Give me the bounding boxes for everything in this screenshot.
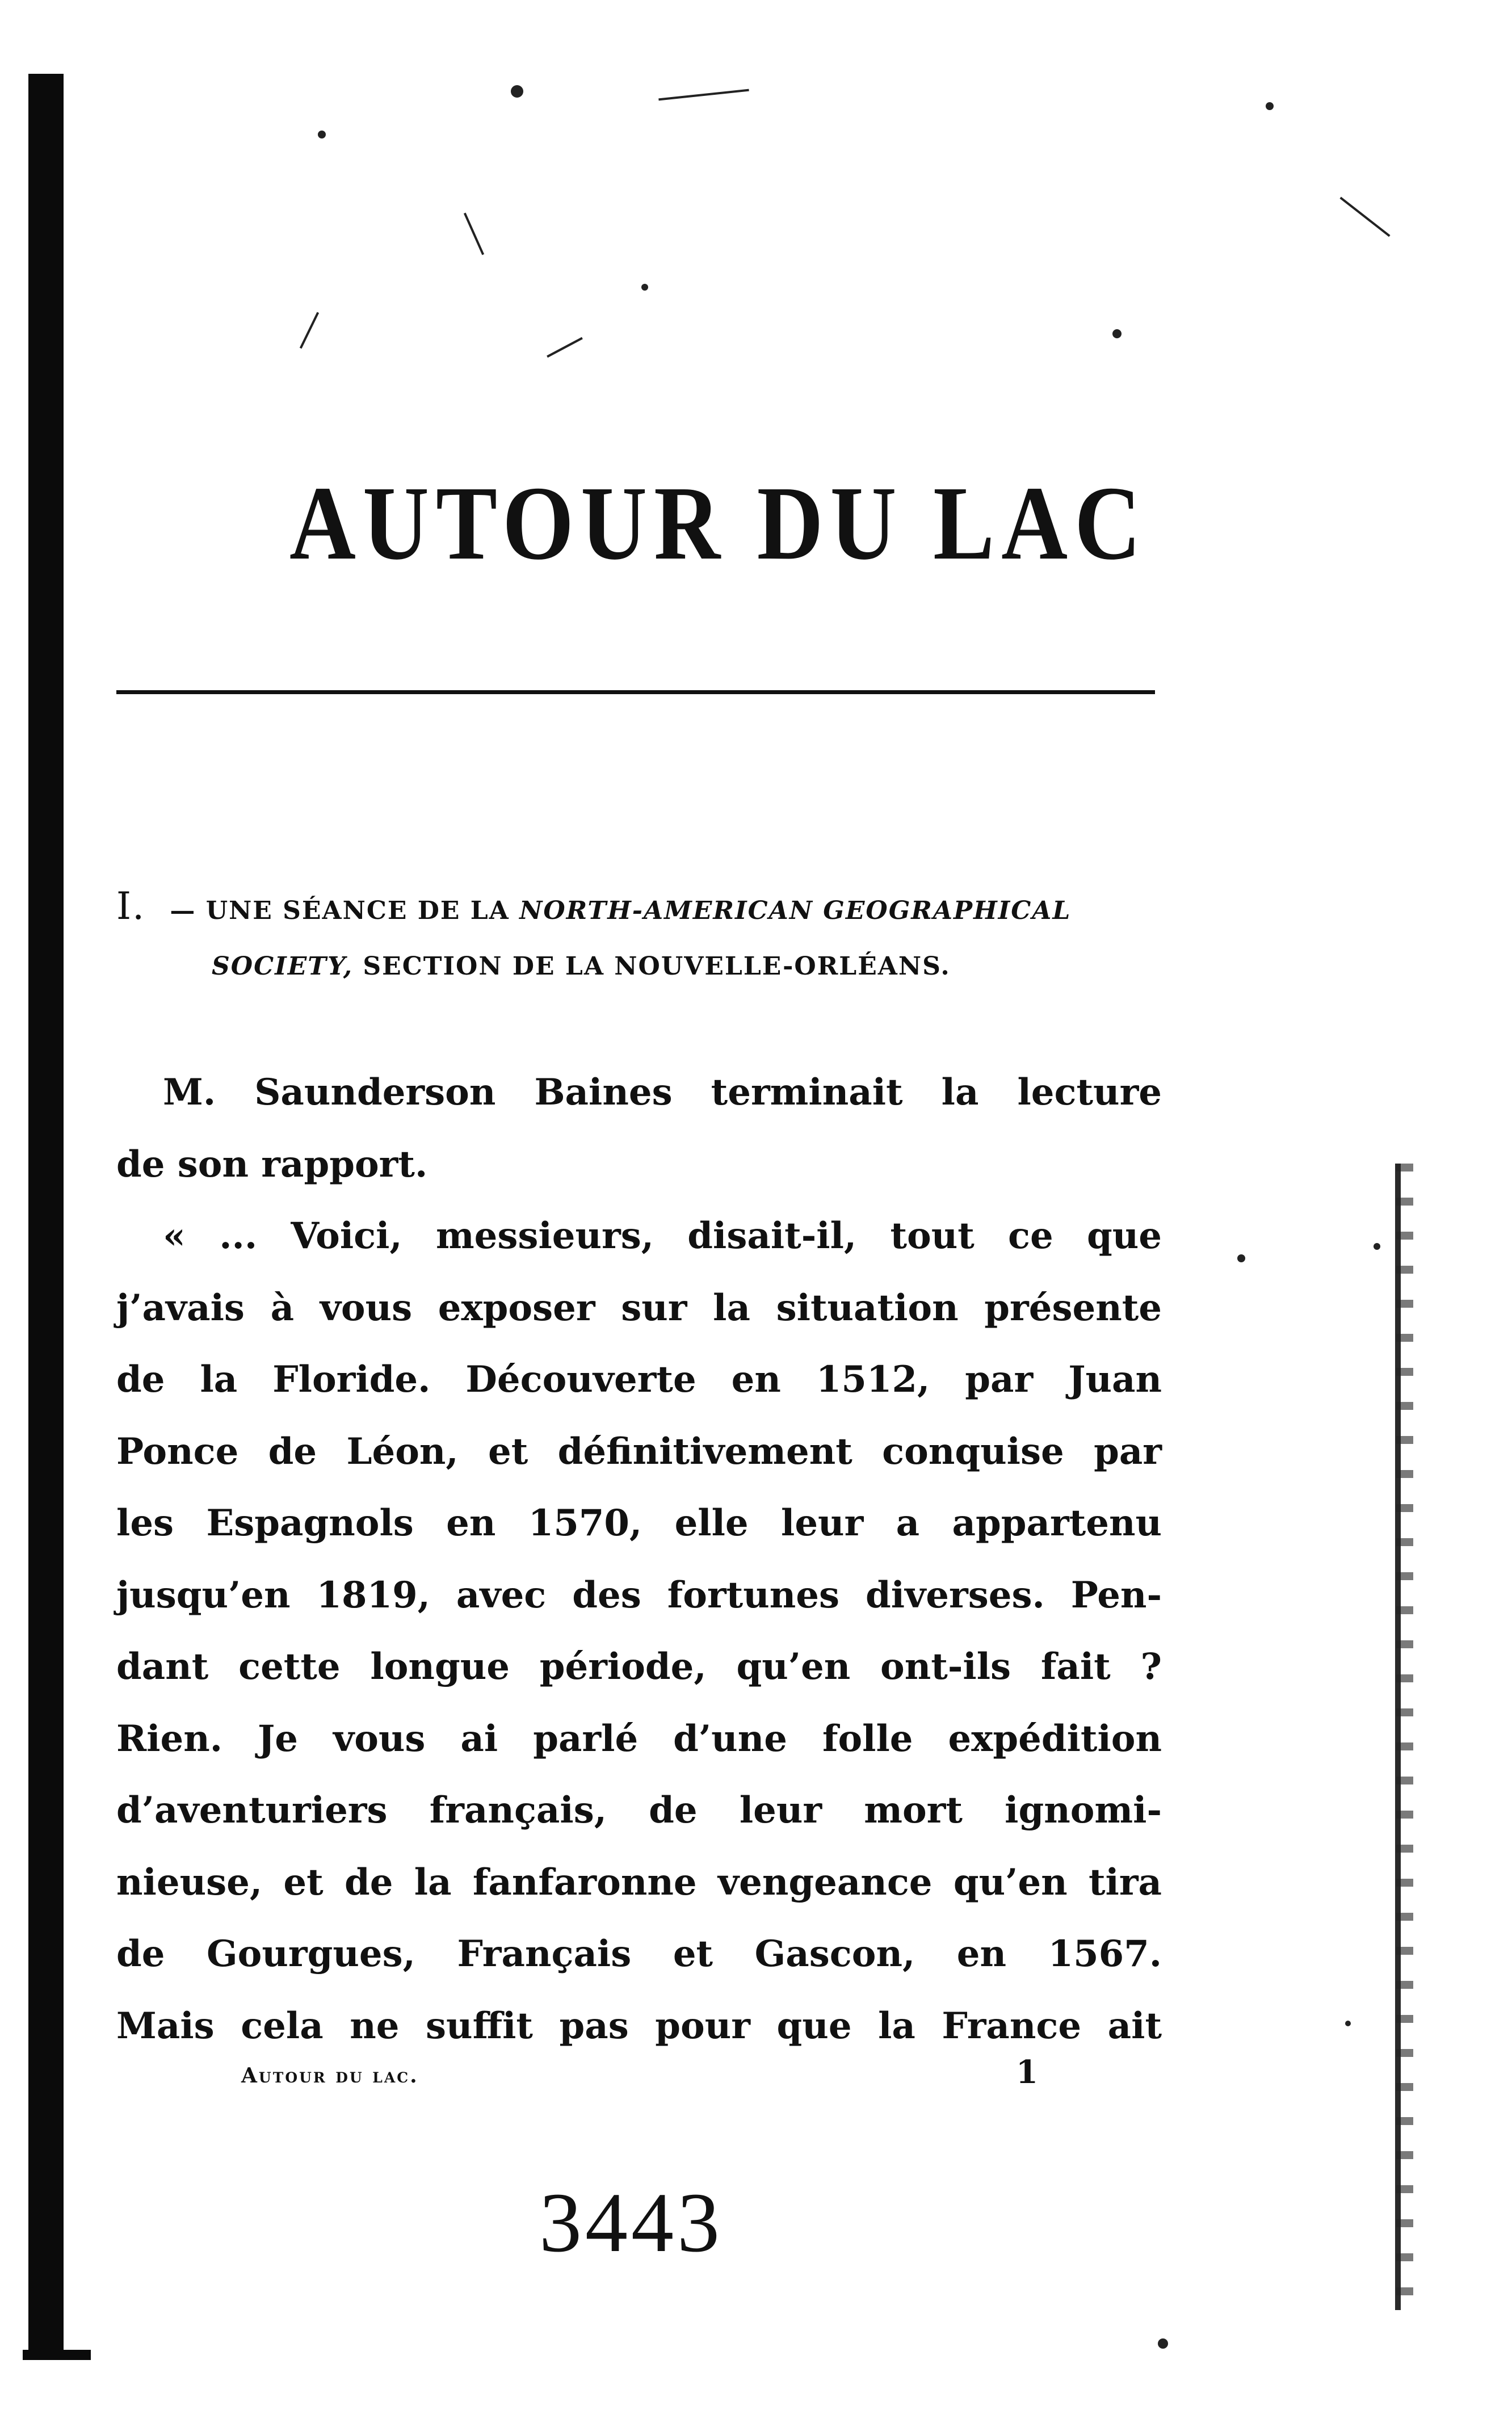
text-line: Ponce de Léon, et définitivement conquise par	[116, 1430, 1162, 1473]
ink-speck	[318, 131, 326, 138]
title-rule	[116, 690, 1155, 694]
binding-shadow-left	[28, 74, 64, 2355]
text-line: d’aventuriers français, de leur mort ignomi-	[116, 1789, 1162, 1832]
text-line: j’avais à vous exposer sur la situation présente	[116, 1286, 1162, 1329]
ink-speck	[1374, 1243, 1380, 1250]
ink-speck	[641, 284, 648, 291]
ink-speck	[1158, 2338, 1168, 2349]
scan-mark	[1339, 197, 1390, 237]
text-line: les Espagnols en 1570, elle leur a appartenu	[116, 1502, 1162, 1544]
section-dash: —	[170, 896, 196, 925]
ink-speck	[1345, 2021, 1351, 2026]
text-line: nieuse, et de la fanfaronne vengeance qu’en tira	[116, 1861, 1162, 1904]
section-heading-line-2	[116, 939, 1161, 994]
section-heading	[116, 879, 1161, 994]
text-line: Rien. Je vous ai parlé d’une folle expédition	[116, 1717, 1162, 1760]
ink-speck	[511, 85, 523, 98]
text-line: de Gourgues, Français et Gascon, en 1567.	[116, 1933, 1162, 1975]
scan-mark	[300, 312, 319, 349]
section-title-plain: UNE SÉANCE DE LA	[205, 896, 510, 925]
scan-mark	[658, 89, 749, 101]
text-line: « ... Voici, messieurs, disait-il, tout ce que	[163, 1215, 1162, 1257]
section-title-italic: NORTH-AMERICAN GEOGRAPHICAL	[519, 896, 1072, 925]
text-line: Mais cela ne suffit pas pour que la France ait	[116, 2004, 1162, 2047]
book-title: AUTOUR DU LAC	[289, 465, 1148, 582]
ink-speck	[1112, 329, 1122, 338]
text-line: de la Floride. Découverte en 1512, par Juan	[116, 1358, 1162, 1401]
section-title-italic-2: SOCIETY,	[212, 952, 354, 981]
binding-shadow-foot	[23, 2350, 91, 2360]
running-footer: Autour du lac.	[241, 2064, 419, 2088]
section-title-plain-2: SECTION DE LA NOUVELLE-ORLÉANS.	[363, 952, 951, 981]
text-line: dant cette longue période, qu’en ont-ils fait ?	[116, 1645, 1162, 1688]
body-text	[116, 1057, 1162, 2062]
ink-speck	[1266, 102, 1274, 110]
text-line: M. Saunderson Baines terminait la lecture	[163, 1071, 1162, 1114]
page-edge-marks	[1396, 1164, 1413, 2310]
section-numeral: I.	[116, 884, 146, 928]
text-line: jusqu’en 1819, avec des fortunes diverses. Pen-	[116, 1573, 1162, 1616]
catalog-number: 3443	[539, 2176, 723, 2270]
text-line: de son rapport.	[116, 1143, 428, 1186]
scan-mark	[547, 337, 583, 358]
scan-mark	[464, 213, 484, 255]
ink-speck	[1237, 1254, 1245, 1262]
section-heading-line-1	[116, 884, 1072, 928]
page-number: 1	[1016, 2054, 1038, 2091]
